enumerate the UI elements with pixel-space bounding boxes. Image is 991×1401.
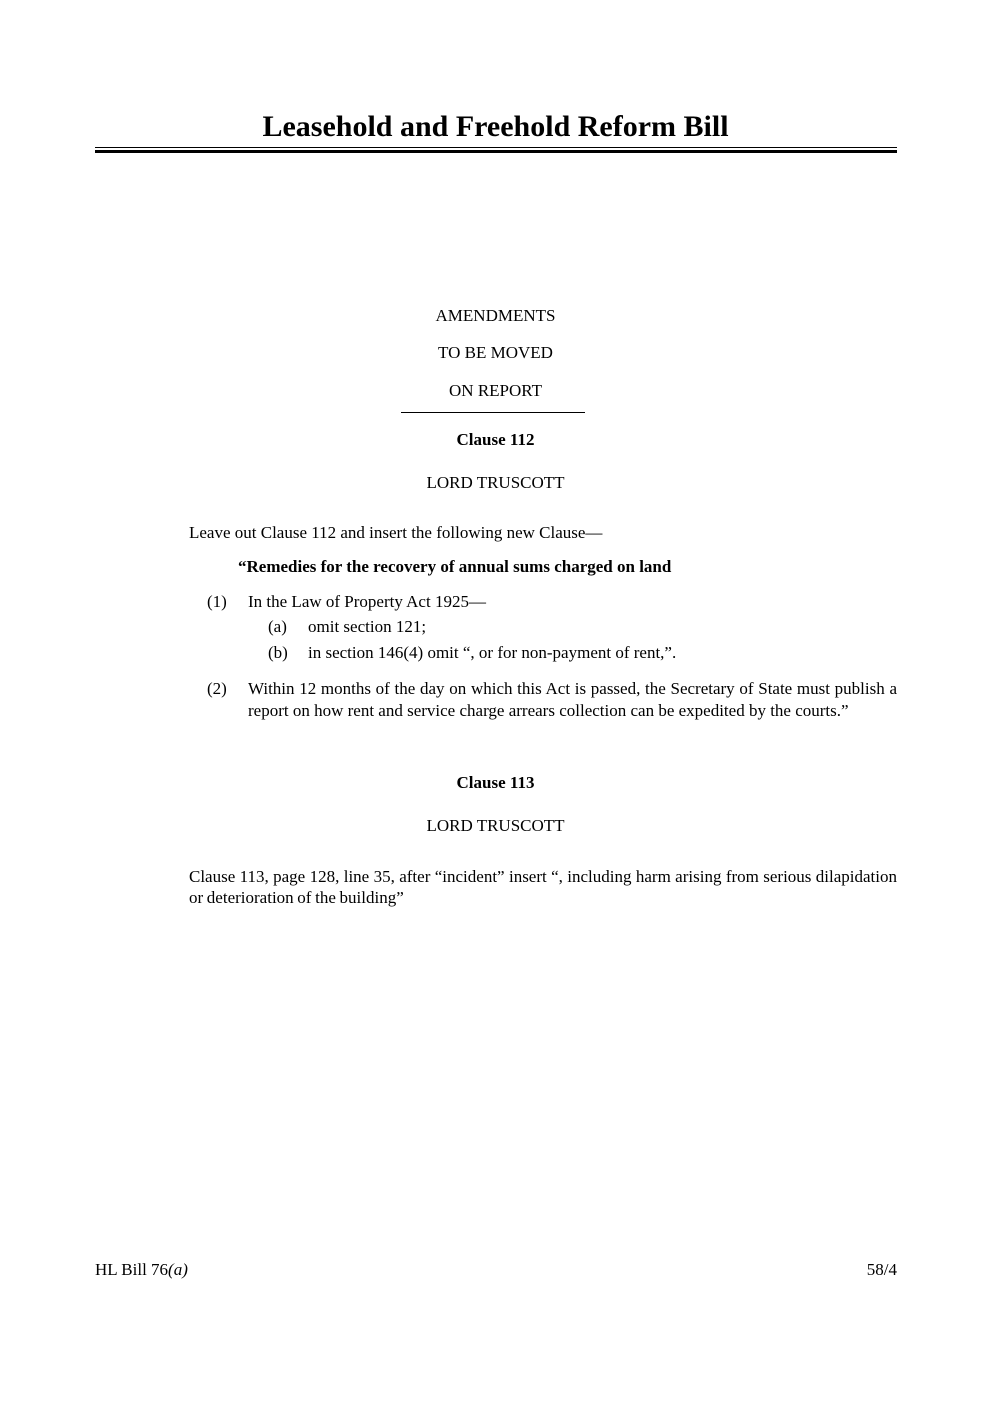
amendment-mover: LORD TRUSCOTT (426, 816, 565, 835)
amendment-mover: LORD TRUSCOTT (426, 473, 565, 492)
subsection-text: In the Law of Property Act 1925— (248, 592, 486, 611)
subsection-number: (2) (207, 679, 227, 698)
amendment-text: Clause 113, page 128, line 35, after “incident” insert “, including harm arising from serious dilapidation or deterioration of the building” (189, 867, 897, 907)
paragraph-number: (b) (268, 643, 288, 662)
title-rule-thick (95, 150, 897, 153)
paragraph-text: in section 146(4) omit “, or for non-payment of rent,”. (308, 643, 677, 662)
title-rule-thin (95, 147, 897, 148)
amendment-intro: Leave out Clause 112 and insert the following new Clause— (189, 523, 603, 542)
bill-reference-number: HL Bill 76 (95, 1260, 169, 1279)
paragraph-number: (a) (268, 617, 287, 636)
paragraph-text: omit section 121; (308, 617, 427, 636)
subsection-text: Within 12 months of the day on which this Act is passed, the Secretary of State must publish a report on how rent and service charge arrears collection can be expedited by the courts.” (248, 679, 897, 720)
bill-title: Leasehold and Freehold Reform Bill (262, 110, 729, 143)
new-clause-heading: “Remedies for the recovery of annual sums charged on land (238, 557, 672, 576)
clause-heading: Clause 113 (456, 773, 535, 792)
preamble-line-1: AMENDMENTS (435, 306, 556, 325)
preamble-line-2: TO BE MOVED (438, 343, 553, 362)
page-reference: 58/4 (866, 1260, 897, 1279)
subsection-number: (1) (207, 592, 227, 611)
clause-heading: Clause 112 (456, 430, 535, 449)
preamble-rule (401, 412, 585, 413)
preamble-line-3: ON REPORT (449, 381, 542, 400)
bill-reference (95, 1259, 188, 1280)
bill-reference-suffix: (a) (168, 1260, 188, 1279)
